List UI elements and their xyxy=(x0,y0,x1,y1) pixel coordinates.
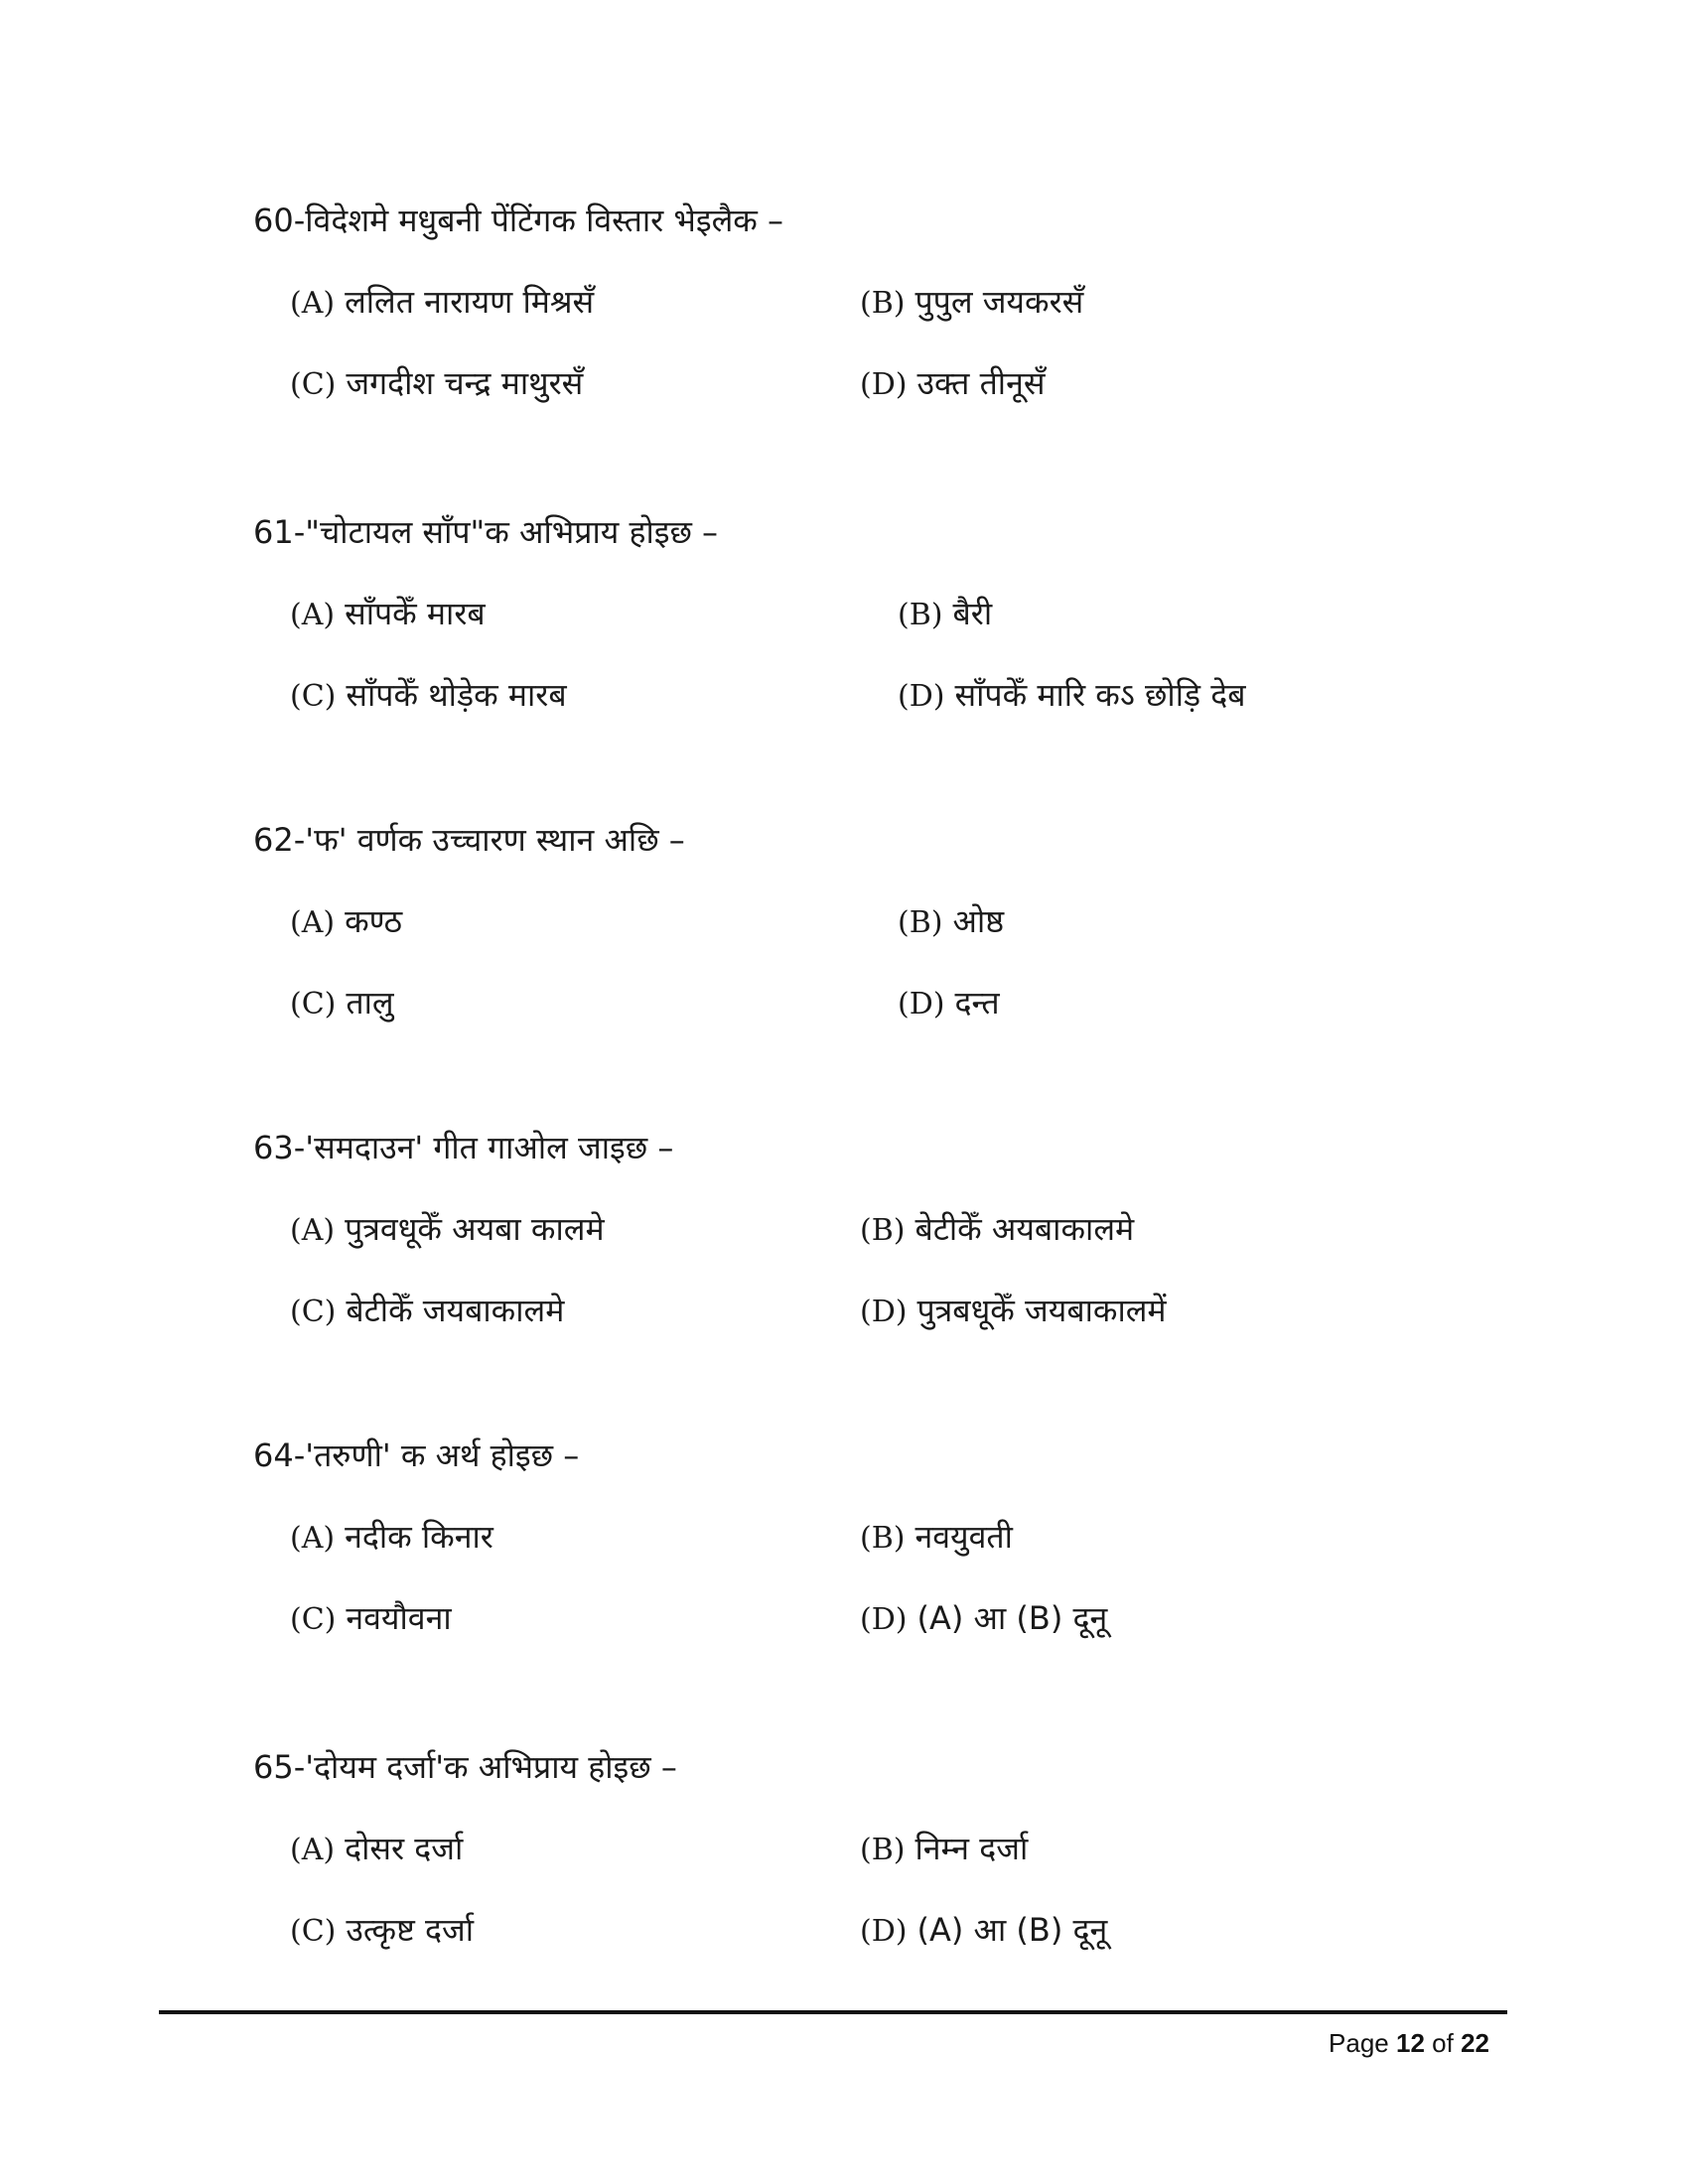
option-b xyxy=(898,594,992,635)
option-a xyxy=(290,901,402,943)
footer-divider xyxy=(159,2010,1507,2014)
question-65 xyxy=(0,1747,1688,1976)
option-c xyxy=(290,1598,452,1640)
option-c xyxy=(290,983,394,1024)
question-text: 64-'तरुणी' क अर्थ होइछ – xyxy=(253,1436,580,1474)
option-d xyxy=(860,363,1046,405)
option-letter: (A) xyxy=(290,286,336,321)
question-60 xyxy=(0,201,1688,429)
option-letter: (B) xyxy=(898,598,943,632)
option-text: पुपुल जयकरसँ xyxy=(914,283,1084,321)
option-letter: (C) xyxy=(290,987,337,1022)
option-letter: (A) xyxy=(290,1833,336,1867)
option-text: तालु xyxy=(346,984,394,1022)
option-letter: (C) xyxy=(290,367,337,402)
option-letter: (C) xyxy=(290,1914,337,1949)
option-letter: (B) xyxy=(860,1213,906,1248)
option-letter: (A) xyxy=(290,1521,336,1556)
option-text: पुत्रबधूकेँ जयबाकालमें xyxy=(916,1292,1167,1329)
option-text: उत्कृष्ट दर्जा xyxy=(346,1911,475,1949)
option-b xyxy=(860,1209,1134,1251)
option-letter: (B) xyxy=(860,286,906,321)
question-64 xyxy=(0,1435,1688,1664)
option-text: साँपकेँ थोड़ेक मारब xyxy=(346,676,567,714)
option-d xyxy=(860,1910,1107,1952)
page-word: Page xyxy=(1329,2028,1389,2058)
option-text: साँपकेँ मारब xyxy=(345,595,486,632)
option-text: बेटीकेँ अयबाकालमे xyxy=(914,1210,1135,1248)
option-letter: (A) xyxy=(290,598,336,632)
option-a xyxy=(290,594,486,635)
option-text: बैरी xyxy=(952,595,993,632)
option-letter: (B) xyxy=(898,905,943,940)
option-d xyxy=(860,1291,1167,1332)
question-text: 65-'दोयम दर्जा'क अभिप्राय होइछ – xyxy=(253,1748,677,1786)
option-letter: (B) xyxy=(860,1833,906,1867)
option-text: दन्त xyxy=(954,984,1000,1022)
option-c xyxy=(290,1910,474,1952)
option-letter: (D) xyxy=(860,1602,908,1637)
option-a xyxy=(290,1209,605,1251)
option-b xyxy=(898,901,1004,943)
option-letter: (D) xyxy=(860,367,908,402)
question-text: 62-'फ' वर्णक उच्चारण स्थान अछि – xyxy=(253,821,685,859)
option-b xyxy=(860,1517,1013,1559)
option-letter: (D) xyxy=(860,1295,908,1329)
option-letter: (C) xyxy=(290,1602,337,1637)
option-a xyxy=(290,1829,463,1870)
option-letter: (A) xyxy=(290,905,336,940)
option-text: दोसर दर्जा xyxy=(345,1830,464,1867)
option-text: कण्ठ xyxy=(345,902,403,940)
option-letter: (D) xyxy=(860,1914,908,1949)
page-number xyxy=(1329,2025,1489,2061)
question-63 xyxy=(0,1128,1688,1356)
question-62 xyxy=(0,820,1688,1048)
option-b xyxy=(860,1829,1028,1870)
of-word: of xyxy=(1432,2028,1454,2058)
option-text: (A) आ (B) दूनू xyxy=(916,1599,1108,1637)
page-current: 12 xyxy=(1396,2028,1425,2058)
option-text: नदीक किनार xyxy=(345,1518,493,1556)
option-letter: (D) xyxy=(898,679,945,714)
option-text: उक्त तीनूसँ xyxy=(916,364,1046,402)
question-text: 60-विदेशमे मधुबनी पेंटिंगक विस्तार भेइलैक – xyxy=(253,202,784,239)
question-text: 63-'समदाउन' गीत गाओल जाइछ – xyxy=(253,1129,674,1166)
option-letter: (D) xyxy=(898,987,945,1022)
option-letter: (C) xyxy=(290,1295,337,1329)
option-text: ओष्ठ xyxy=(952,902,1005,940)
option-d xyxy=(898,983,1000,1024)
option-text: निम्न दर्जा xyxy=(914,1830,1029,1867)
question-61 xyxy=(0,512,1688,741)
option-text: साँपकेँ मारि कऽ छोड़ि देब xyxy=(954,676,1246,714)
option-text: जगदीश चन्द्र माथुरसँ xyxy=(346,364,584,402)
option-letter: (B) xyxy=(860,1521,906,1556)
question-text: 61-"चोटायल साँप"क अभिप्राय होइछ – xyxy=(253,513,719,551)
option-b xyxy=(860,282,1083,324)
option-c xyxy=(290,1291,564,1332)
option-text: नवयौवना xyxy=(346,1599,452,1637)
option-text: पुत्रवधूकेँ अयबा कालमे xyxy=(345,1210,605,1248)
option-letter: (C) xyxy=(290,679,337,714)
option-text: बेटीकेँ जयबाकालमे xyxy=(346,1292,565,1329)
page-total: 22 xyxy=(1461,2028,1489,2058)
option-text: ललित नारायण मिश्रसँ xyxy=(345,283,595,321)
option-c xyxy=(290,675,567,717)
option-c xyxy=(290,363,583,405)
option-text: नवयुवती xyxy=(914,1518,1013,1556)
option-a xyxy=(290,1517,493,1559)
option-d xyxy=(898,675,1246,717)
option-text: (A) आ (B) दूनू xyxy=(916,1911,1108,1949)
option-letter: (A) xyxy=(290,1213,336,1248)
option-a xyxy=(290,282,594,324)
option-d xyxy=(860,1598,1107,1640)
